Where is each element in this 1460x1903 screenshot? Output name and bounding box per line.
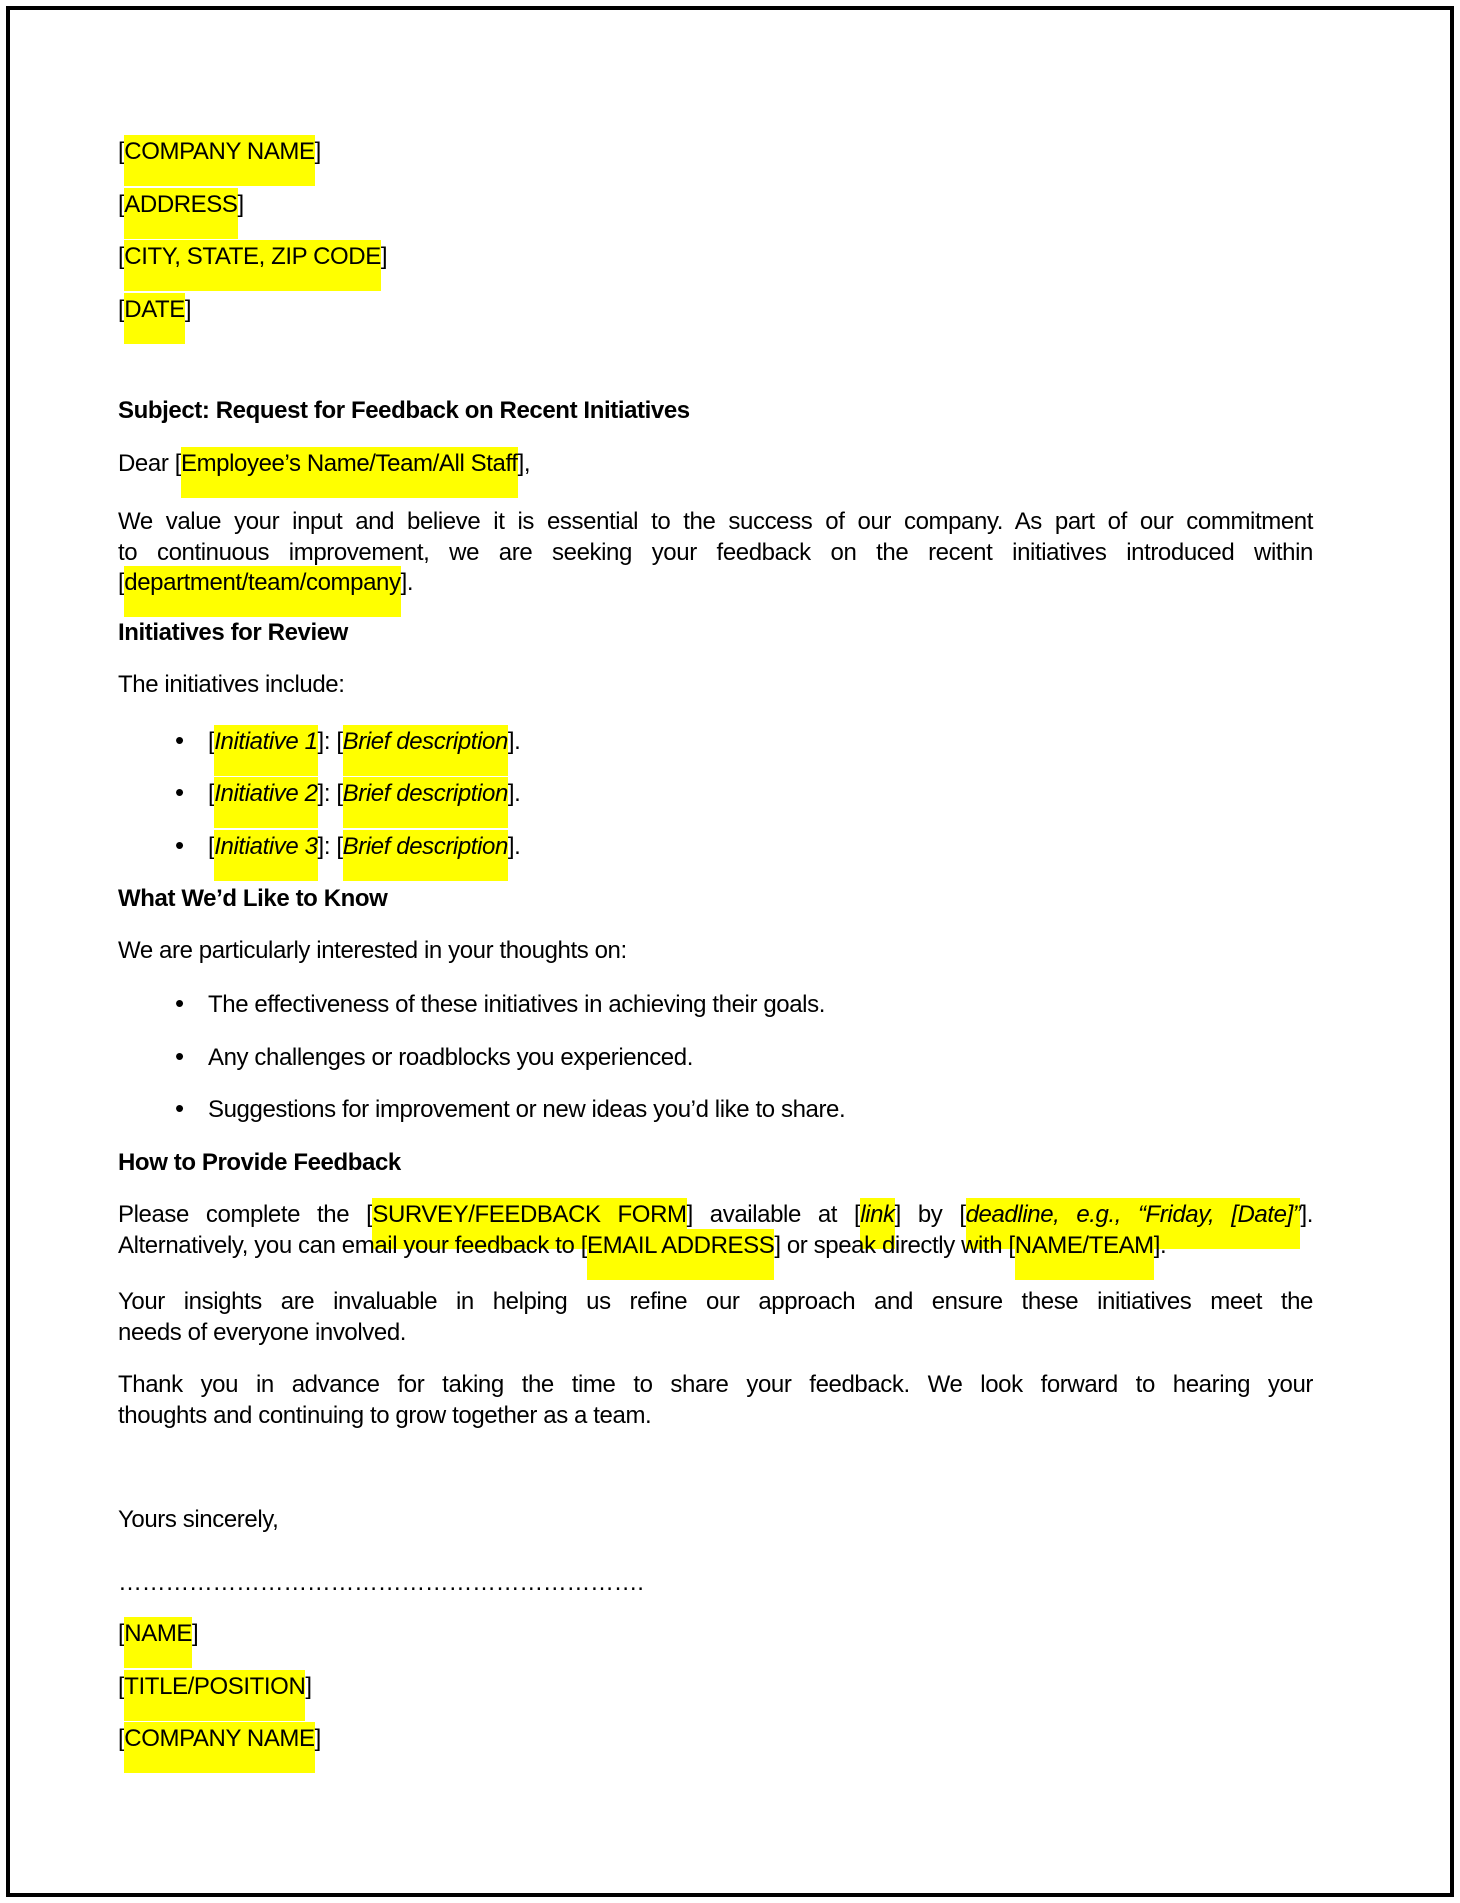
subject-line: Subject: Request for Feedback on Recent Initiatives (118, 397, 690, 424)
text-run: thoughts and continuing to grow together as a team. (118, 1401, 652, 1429)
placeholder-highlight: Initiative 1 (214, 725, 317, 776)
text-run: ]: [ (317, 727, 343, 755)
text-run: [ (118, 1725, 125, 1752)
initiatives-list (118, 727, 1313, 863)
placeholder-highlight: EMAIL ADDRESS (587, 1229, 774, 1280)
text-run: Dear [ (118, 449, 181, 477)
signature-dotted-line: …………………………………………………………. (118, 1568, 644, 1596)
text-line (118, 1370, 1313, 1401)
signature-company (118, 1724, 1313, 1755)
text-run: [ (118, 138, 125, 165)
placeholder-highlight: Initiative 2 (214, 777, 317, 828)
text-run: ]. (507, 832, 521, 860)
signature-title (118, 1672, 1313, 1703)
section-heading-initiatives: Initiatives for Review (118, 618, 348, 646)
initiative-item (118, 832, 1313, 863)
placeholder-highlight: COMPANY NAME (124, 135, 314, 186)
text-line (118, 568, 1313, 599)
address-line-company (118, 137, 1313, 168)
placeholder-highlight: link (860, 1198, 894, 1249)
initiative-item (118, 779, 1313, 810)
text-run: ]: [ (317, 780, 343, 807)
text-run: ] (237, 190, 244, 218)
text-line (118, 1318, 1313, 1349)
text-run: Alternatively, you can email your feedback to [ (118, 1231, 588, 1259)
text-run: ]. (507, 780, 521, 807)
text-line (118, 507, 1313, 538)
text-run: to continuous improvement, we are seeking your feedback on the recent initiatives introduced within (118, 538, 1313, 566)
text-run: Please complete the [ (118, 1201, 373, 1228)
initiative-item (118, 727, 1313, 758)
text-run: needs of everyone involved. (118, 1318, 407, 1346)
placeholder-highlight: NAME/TEAM (1015, 1229, 1154, 1280)
interest-item: • Any challenges or roadblocks you experienced. (118, 1043, 1313, 1074)
interests-lead: We are particularly interested in your thoughts on: (118, 936, 627, 964)
intro-paragraph (118, 507, 1313, 599)
placeholder-highlight: Employee’s Name/Team/All Staff (181, 447, 518, 498)
text-run: [ (118, 569, 125, 596)
section-heading-what-wed-like-to-know: What We’d Like to Know (118, 885, 388, 912)
text-line (118, 1200, 1313, 1231)
text-run: [ (118, 190, 125, 218)
text-run: Thank you in advance for taking the time to share your feedback. We look forward to hearing your (118, 1371, 1313, 1398)
letter-content (10, 10, 1313, 1755)
placeholder-highlight: Brief description (343, 725, 508, 776)
signature-name (118, 1619, 1313, 1650)
text-line (118, 1287, 1313, 1318)
text-run: ] (305, 1672, 312, 1700)
section-heading-how-to-provide-feedback: How to Provide Feedback (118, 1148, 401, 1176)
placeholder-highlight: Initiative 3 (214, 830, 317, 881)
text-run: ]. (400, 569, 414, 596)
placeholder-highlight: Brief description (343, 777, 508, 828)
feedback-paragraph (118, 1200, 1313, 1261)
text-line (118, 538, 1313, 569)
placeholder-highlight: TITLE/POSITION (124, 1670, 305, 1721)
text-run: [ (208, 727, 215, 755)
text-run: ]. (1300, 1201, 1313, 1228)
text-run: [ (118, 1672, 125, 1700)
text-run: [ (118, 243, 125, 270)
salutation (118, 449, 1313, 480)
text-run: ] by [ (894, 1201, 966, 1228)
text-run: ], (517, 449, 531, 477)
text-run: ] (380, 243, 388, 270)
text-run: ]. (507, 727, 521, 755)
placeholder-highlight: COMPANY NAME (124, 1722, 314, 1773)
placeholder-highlight: deadline, e.g., “Friday, [Date]” (966, 1198, 1301, 1249)
interest-item: • The effectiveness of these initiatives in achieving their goals. (118, 990, 1313, 1021)
placeholder-highlight: Brief description (343, 830, 508, 881)
address-line-city (118, 242, 1313, 273)
closing-line: Yours sincerely, (118, 1506, 279, 1533)
text-run: ] (184, 295, 192, 323)
text-run: We value your input and believe it is essential to the success of our company. As part of our commitment (118, 508, 1313, 535)
text-line (118, 1231, 1313, 1262)
address-line-date (118, 295, 1313, 326)
text-run: ]. (1153, 1231, 1167, 1259)
placeholder-highlight: ADDRESS (124, 188, 237, 239)
text-run: ] or speak directly with [ (774, 1231, 1015, 1259)
initiatives-lead: The initiatives include: (118, 671, 345, 698)
text-run: [ (118, 295, 125, 323)
text-run: ] (314, 1725, 321, 1752)
letter-page (6, 6, 1454, 1897)
interest-item: • Suggestions for improvement or new ideas you’d like to share. (118, 1095, 1313, 1126)
text-run: Your insights are invaluable in helping us refine our approach and ensure these initiatives meet the (118, 1288, 1313, 1315)
insights-paragraph (118, 1287, 1313, 1348)
placeholder-highlight: CITY, STATE, ZIP CODE (124, 240, 381, 291)
text-run: [ (208, 780, 215, 807)
text-run: [ (208, 832, 215, 860)
text-run: ] (192, 1620, 199, 1647)
placeholder-highlight: SURVEY/FEEDBACK FORM (372, 1198, 686, 1249)
text-line (118, 1401, 1313, 1432)
text-run: ]: [ (317, 832, 343, 860)
thanks-paragraph (118, 1370, 1313, 1431)
address-line-street (118, 190, 1313, 221)
text-run: ] available at [ (686, 1201, 861, 1228)
text-run: ] (314, 138, 321, 165)
placeholder-highlight: DATE (124, 293, 185, 344)
interests-list (118, 990, 1313, 1126)
placeholder-highlight: department/team/company (124, 566, 400, 617)
text-run: [ (118, 1620, 125, 1647)
placeholder-highlight: NAME (124, 1617, 192, 1668)
